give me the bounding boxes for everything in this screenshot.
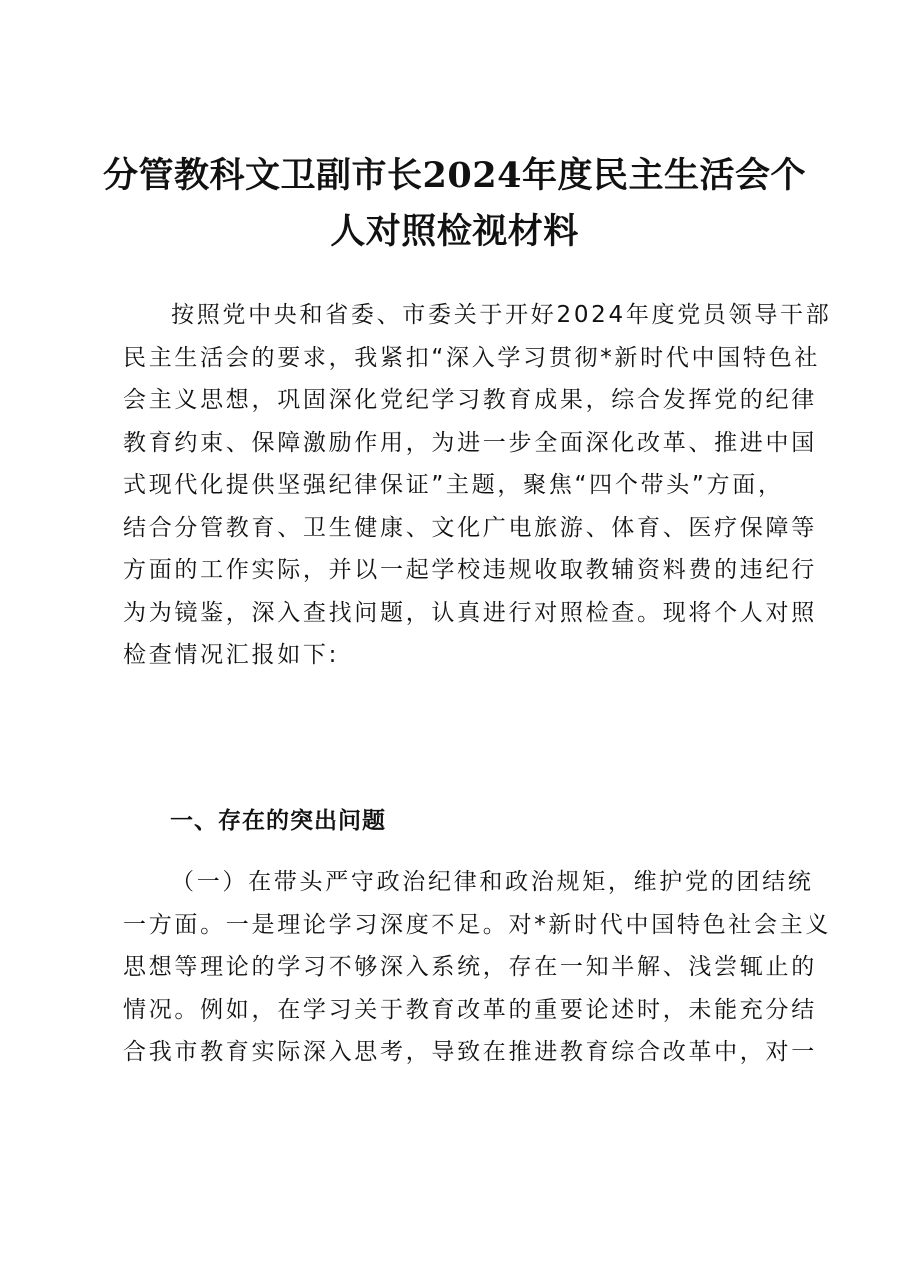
document-title bbox=[60, 148, 849, 260]
paragraph-line: 情况。例如，在学习关于教育改革的重要论述时，未能充分结 bbox=[123, 996, 817, 1023]
paragraph-line: 结合分管教育、卫生健康、文化广电旅游、体育、医疗保障等 bbox=[123, 514, 817, 541]
paragraph-line: 民主生活会的要求，我紧扣“深入学习贯彻*新时代中国特色社 bbox=[123, 344, 821, 371]
paragraph-line: 合我市教育实际深入思考，导致在推进教育综合改革中，对一 bbox=[123, 1039, 817, 1065]
paragraph-line: 为为镜鉴，深入查找问题，认真进行对照检查。现将个人对照 bbox=[123, 599, 817, 626]
title-line-2: 人对照检视材料 bbox=[330, 211, 579, 252]
section-heading: 一、存在的突出问题 bbox=[170, 808, 386, 834]
paragraph-line: 按照党中央和省委、市委关于开好2024年度党员领导干部 bbox=[171, 302, 832, 328]
paragraph-line: 会主义思想，巩固深化党纪学习教育成果，综合发挥党的纪律 bbox=[123, 387, 817, 413]
paragraph-line: 式现代化提供坚强纪律保证”主题，聚焦“四个带头”方面， bbox=[123, 472, 784, 498]
title-line-1: 分管教科文卫副市长2024年度民主生活会个 bbox=[103, 155, 806, 196]
paragraph-line: 方面的工作实际，并以一起学校违规收取教辅资料费的违纪行 bbox=[123, 557, 817, 583]
paragraph-line: 一方面。一是理论学习深度不足。对*新时代中国特色社会主义 bbox=[123, 911, 832, 938]
section-paragraph bbox=[123, 861, 832, 1074]
paragraph-line: （一）在带头严守政治纪律和政治规矩，维护党的团结统 bbox=[171, 869, 814, 895]
paragraph-line: 教育约束、保障激励作用，为进一步全面深化改革、推进中国 bbox=[123, 429, 817, 456]
intro-paragraph bbox=[123, 294, 832, 677]
paragraph-line: 检查情况汇报如下: bbox=[123, 642, 340, 668]
paragraph-line: 思想等理论的学习不够深入系统，存在一知半解、浅尝辄止的 bbox=[123, 954, 817, 980]
